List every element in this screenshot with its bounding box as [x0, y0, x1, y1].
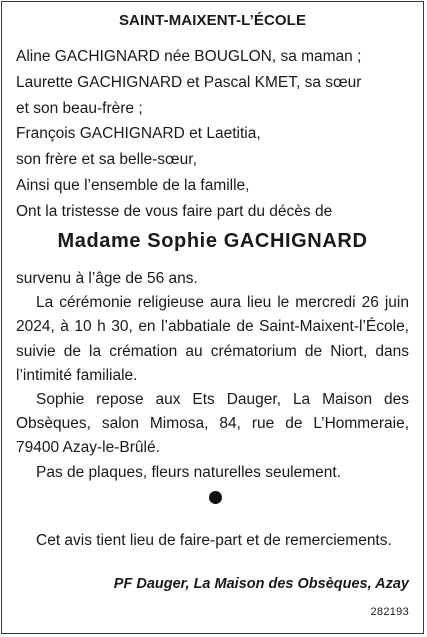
family-line: et son beau-frère ;	[16, 99, 143, 117]
family-line: Aline GACHIGNARD née BOUGLON, sa maman ;	[16, 48, 362, 65]
family-line: Ont la tristesse de vous faire part du décès de	[16, 202, 333, 220]
ceremony-paragraph: La cérémonie religieuse aura lieu le mercredi 26 juin 2024, à 10 h 30, en l’abbatiale de Saint-Maixent-l’École, suivie de la crémation au crématorium de Niort, dans l’intimité familiale.	[16, 294, 409, 384]
notice-location-header: SAINT-MAIXENT-L’ÉCOLE	[118, 12, 307, 29]
viewing-paragraph: Sophie repose aux Ets Dauger, La Maison des Obsèques, salon Mimosa, 84, rue de L’Hommeraie, 79400 Azay-le-Brûlé.	[16, 391, 409, 457]
family-announcement	[16, 44, 409, 225]
funeral-home-signature: PF Dauger, La Maison des Obsèques, Azay	[113, 576, 409, 592]
deceased-name: Madame Sophie GACHIGNARD	[57, 230, 368, 252]
flowers-paragraph: Pas de plaques, fleurs naturelles seulement.	[36, 463, 342, 481]
family-line: François GACHIGNARD et Laetitia,	[16, 125, 261, 143]
family-line: Laurette GACHIGNARD et Pascal KMET, sa sœur	[16, 73, 362, 91]
obituary-notice	[1, 1, 424, 634]
reference-number: 282193	[370, 606, 409, 618]
family-line: Ainsi que l’ensemble de la famille,	[16, 176, 250, 194]
separator-bullet-icon	[209, 491, 222, 504]
notice-body	[16, 267, 409, 485]
closing-note: Cet avis tient lieu de faire-part et de remerciements.	[36, 532, 392, 549]
family-line: son frère et sa belle-sœur,	[16, 151, 197, 169]
age-paragraph: survenu à l’âge de 56 ans.	[16, 270, 198, 287]
